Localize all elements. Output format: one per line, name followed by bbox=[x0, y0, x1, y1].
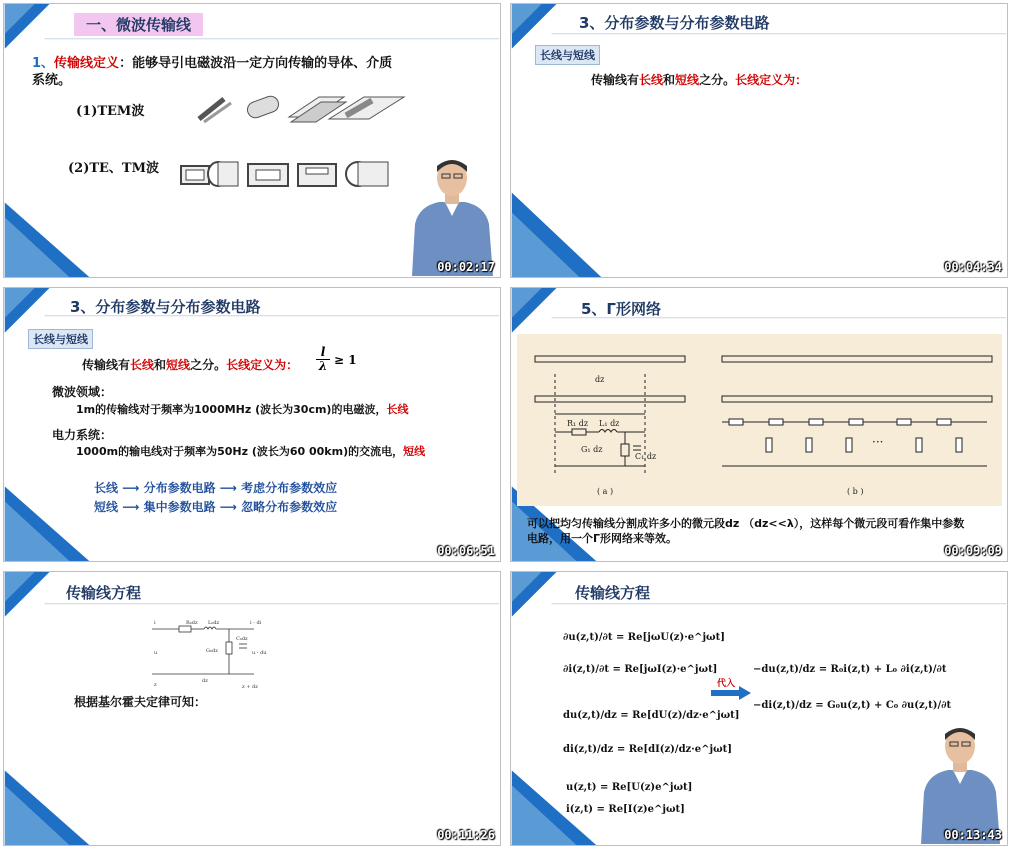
equation-5: u(z,t) = Re[U(z)e^jωt] bbox=[566, 782, 693, 793]
section-tag: 长线与短线 bbox=[28, 329, 93, 349]
power-heading: 电力系统： bbox=[52, 428, 113, 442]
gamma-caption bbox=[527, 516, 1007, 546]
gamma-network-diagram bbox=[517, 334, 1002, 506]
timestamp: 00:11:26 bbox=[437, 828, 495, 842]
timestamp: 00:06:51 bbox=[437, 544, 495, 558]
slide-title: 传输线方程 bbox=[66, 584, 142, 602]
timestamp: 00:09:09 bbox=[944, 544, 1002, 558]
fig-u-du: u - du bbox=[252, 650, 267, 656]
r1-label: R₁ dz bbox=[567, 419, 589, 428]
text-part: 1000m的输电线对于频率为50Hz (波长为60 00km)的交流电， bbox=[76, 445, 404, 458]
text-part: 和 bbox=[663, 73, 676, 87]
video-thumbnail-6[interactable] bbox=[510, 571, 1008, 846]
lecturer-video bbox=[916, 722, 1004, 844]
arrow-label: 代入 bbox=[717, 679, 736, 689]
text-part: 传输线有 bbox=[591, 73, 640, 87]
tem-label: (1)TEM波 bbox=[76, 104, 145, 119]
video-thumbnail-3[interactable] bbox=[3, 287, 501, 562]
long-line-definition: 长线定义为： bbox=[735, 73, 808, 87]
timestamp: 00:02:17 bbox=[437, 260, 495, 274]
caption-line-1: 可以把均匀传输线分割成许多小的微元段dz （dz<<λ），这样每个微元段可看作集中参数 bbox=[527, 517, 965, 530]
slide-title: 5、Γ形网络 bbox=[581, 300, 661, 318]
long-line-term: 长线 bbox=[130, 358, 155, 372]
tem-lines-figure bbox=[169, 89, 409, 129]
flow-row-2: 短线 ⟶ 集中参数电路 ⟶ 忽略分布参数效应 bbox=[94, 500, 338, 514]
dz-label: dz bbox=[595, 375, 605, 384]
slide-title: 传输线方程 bbox=[575, 584, 651, 602]
text-part: 1m的传输线对于频率为1000MHz (波长为30cm)的电磁波， bbox=[76, 403, 387, 416]
micro-body bbox=[76, 401, 408, 418]
slide-title: 3、分布参数与分布参数电路 bbox=[70, 298, 261, 316]
equation-7: −du(z,t)/dz = R₀i(z,t) + L₀ ∂i(z,t)/∂t bbox=[753, 664, 947, 675]
te-tm-label: (2)TE、TM波 bbox=[68, 161, 159, 176]
fig-z: z bbox=[154, 682, 157, 688]
l1-label: L₁ dz bbox=[599, 419, 620, 428]
c1-label: C₁ dz bbox=[635, 452, 657, 461]
caption-line-2: 电路，用一个Γ形网络来等效。 bbox=[527, 532, 678, 545]
micro-heading: 微波领域： bbox=[52, 385, 113, 399]
formula-fraction bbox=[316, 346, 330, 373]
short-line-term: 短线 bbox=[166, 358, 191, 372]
fig-g: G₀dz bbox=[206, 648, 218, 654]
formula-denominator: λ bbox=[318, 359, 328, 373]
section-tag: 长线与短线 bbox=[535, 45, 600, 65]
fig-label-b: ( b ) bbox=[847, 487, 864, 496]
fig-c: C₀dz bbox=[236, 636, 248, 642]
fig-dz: dz bbox=[202, 678, 208, 684]
fig-i-di: i - di bbox=[250, 620, 262, 626]
right-arrow-icon bbox=[711, 686, 751, 700]
power-body bbox=[76, 443, 425, 460]
fig-z-dz: z + dz bbox=[242, 684, 258, 690]
text-part: 传输线有 bbox=[82, 358, 131, 372]
fig-u: u bbox=[154, 650, 158, 656]
equation-8: −di(z,t)/dz = G₀u(z,t) + C₀ ∂u(z,t)/∂t bbox=[753, 700, 952, 711]
timestamp: 00:04:34 bbox=[944, 260, 1002, 274]
kirchhoff-text: 根据基尔霍夫定律可知： bbox=[74, 695, 207, 709]
slide-title: 一、微波传输线 bbox=[74, 13, 203, 36]
long-short-line bbox=[591, 72, 807, 89]
formula-numerator: l bbox=[316, 346, 330, 360]
text-part: 短线 bbox=[94, 500, 119, 514]
long-line-term: 长线 bbox=[639, 73, 664, 87]
def-number: 1、 bbox=[32, 56, 55, 71]
equation-4: di(z,t)/dz = Re[dI(z)/dz·e^jωt] bbox=[563, 744, 732, 755]
short-line-term: 短线 bbox=[403, 445, 426, 458]
text-part: 考虑分布参数效应 bbox=[241, 481, 338, 495]
text-part: 集中参数电路 bbox=[143, 500, 216, 514]
short-line-term: 短线 bbox=[675, 73, 700, 87]
video-thumbnail-4[interactable] bbox=[510, 287, 1008, 562]
equation-1: ∂u(z,t)/∂t = Re[jωU(z)·e^jωt] bbox=[563, 632, 725, 643]
video-thumbnail-2[interactable] bbox=[510, 3, 1008, 278]
equation-2: ∂i(z,t)/∂t = Re[jωI(z)·e^jωt] bbox=[563, 664, 718, 675]
definition-text bbox=[32, 55, 432, 89]
g1-label: G₁ dz bbox=[581, 445, 603, 454]
lecturer-video bbox=[407, 154, 497, 276]
long-line-definition: 长线定义为： bbox=[226, 358, 299, 372]
video-thumbnail-5[interactable] bbox=[3, 571, 501, 846]
text-part: 忽略分布参数效应 bbox=[241, 500, 338, 514]
def-rest2: 系统。 bbox=[32, 73, 72, 88]
long-line-term: 长线 bbox=[386, 403, 409, 416]
text-part: 分布参数电路 bbox=[143, 481, 216, 495]
fig-l: L₀dz bbox=[208, 620, 220, 626]
slide-title: 3、分布参数与分布参数电路 bbox=[579, 14, 770, 32]
equation-6: i(z,t) = Re[I(z)e^jωt] bbox=[566, 804, 685, 815]
text-part: 之分。 bbox=[699, 73, 736, 87]
video-thumbnail-1[interactable] bbox=[3, 3, 501, 278]
fig-r: R₀dz bbox=[186, 620, 198, 626]
text-part: 长线 bbox=[94, 481, 119, 495]
def-term: 传输线定义 bbox=[54, 56, 120, 71]
circuit-figure bbox=[144, 614, 274, 694]
fig-i: i bbox=[154, 620, 156, 626]
flow-row-1: 长线 ⟶ 分布参数电路 ⟶ 考虑分布参数效应 bbox=[94, 481, 338, 495]
def-rest: ：能够导引电磁波沿一定方向传输的导体、介质 bbox=[119, 56, 393, 71]
ellipsis-dots: ··· bbox=[872, 435, 884, 449]
text-part: 之分。 bbox=[190, 358, 227, 372]
waveguide-figure bbox=[176, 154, 406, 194]
formula-ge: ≥ 1 bbox=[334, 353, 357, 367]
long-short-line bbox=[82, 357, 298, 374]
text-part: 和 bbox=[154, 358, 167, 372]
timestamp: 00:13:43 bbox=[944, 828, 1002, 842]
fig-label-a: ( a ) bbox=[597, 487, 614, 496]
equation-3: du(z,t)/dz = Re[dU(z)/dz·e^jωt] bbox=[563, 710, 740, 721]
